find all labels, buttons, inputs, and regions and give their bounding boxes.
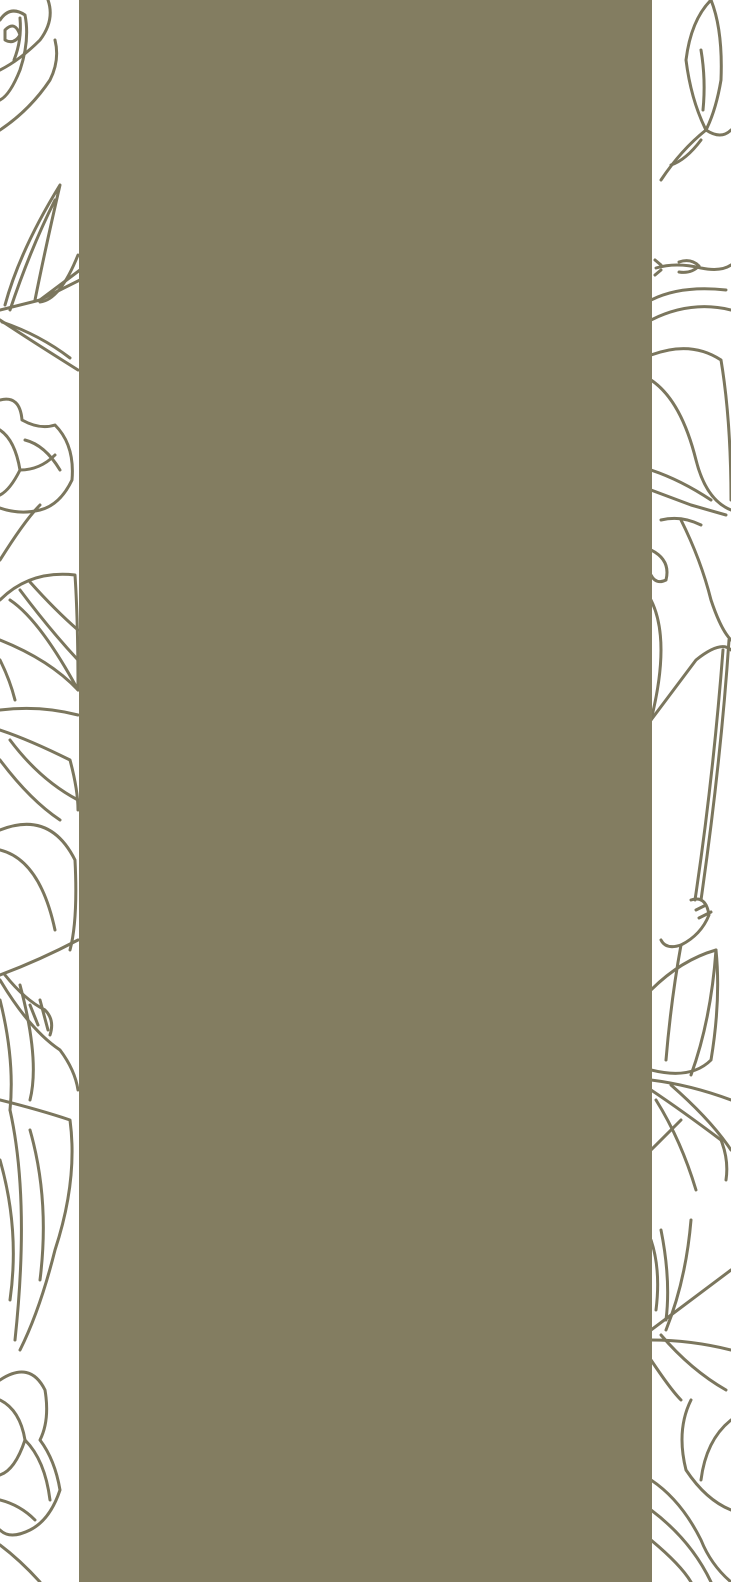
floral-line-art-icon (651, 0, 731, 1582)
right-floral-border (651, 0, 731, 1582)
left-floral-border (0, 0, 80, 1582)
center-panel (79, 0, 652, 1582)
floral-line-art-icon (0, 0, 80, 1582)
